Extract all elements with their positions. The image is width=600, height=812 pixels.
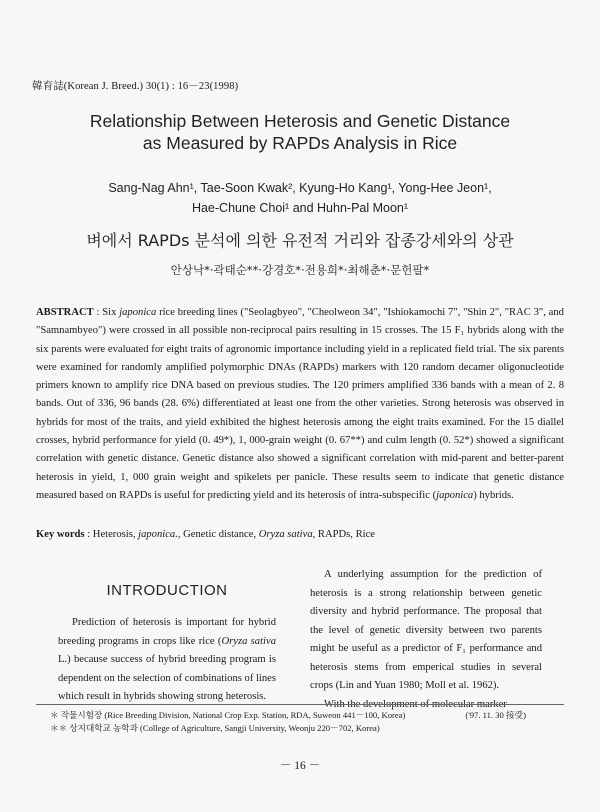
keywords-text: , RAPDs, Rice: [312, 529, 376, 540]
abstract-label: ABSTRACT: [36, 307, 94, 318]
intro-paragraph: [58, 614, 276, 707]
intro-paragraph: A underlying assumption for the prediction of heterosis is a strong relationship between genetic diversity and hybrid performance. The proposal that the level of genetic diversity between two parents might be useful as a predictor of F₁ performance and heterosis stems from emperical studies in several crops (Lin and Yuan 1980; Moll et al. 1962).: [310, 569, 542, 691]
keywords-text: , Genetic distance,: [177, 529, 259, 540]
keywords-label: Key words: [36, 529, 85, 540]
journal-citation: 韓育誌(Korean J. Breed.) 30(1) : 16－23(1998): [32, 81, 239, 92]
received-date: ('97. 11. 30 接受): [465, 710, 526, 720]
paper-title-english: [0, 110, 600, 154]
intro-left-column: [58, 614, 276, 707]
keywords-italic-term: Oryza sativa: [258, 529, 313, 540]
paper-title-korean: 벼에서 RAPDs 분석에 의한 유전적 거리와 잡종강세와의 상관: [86, 231, 514, 250]
footnote-1: [50, 709, 564, 722]
intro-italic-term: Oryza sativa: [221, 635, 276, 647]
keywords: [36, 527, 564, 543]
footnote-text: ＊ 작물시험장 (Rice Breeding Division, National Crop Exp. Station, RDA, Suweon 441－100, Korea): [50, 710, 406, 720]
keywords-text: : Heterosis,: [84, 529, 139, 540]
keywords-italic-term: japonica.: [138, 529, 178, 540]
footnotes: [50, 709, 564, 734]
intro-paragraph: With the development of molecular marker: [324, 698, 507, 710]
abstract-italic-term: japonica: [436, 489, 474, 501]
title-line-1: Relationship Between Heterosis and Genetic Distance: [89, 111, 511, 131]
footnote-text: ＊＊ 상지대학교 농학과 (College of Agriculture, Sangji University, Weonju 220－702, Korea): [50, 722, 380, 733]
abstract-text: rice breeding lines ("Seolagbyeo", "Cheolweon 34", "Ishiokamochi 7", "Shin 2", "RAC 3", and "Samnambyeo") were crossed in all possible non-reciprocal pairs resulting in 15 crosses. The 15 F₁ hybrids along with the six parents were evaluated for eight traits of agronomic importance including yield in a replicated field trial. The six parents were examined for randomly amplified polymorphic DNAs (RAPDs) markers with 120 random decamer oligonucleotide primers known to amplify rice DNA based on previous studies. The 120 primers amplified 336 bands with a mean of 2. 8 bands. Out of 336, 96 bands (28. 6%) differentiated at least one from the other varieties. Strong heterosis was observed in hybrids for most of the traits, and yield exhibited the highest heterosis among the eight traits examined. For the 15 diallel crosses, hybrid performance for yield (0. 49*), 1, 000-grain weight (0. 67**) and culm length (0. 52*) showed a significant correlation with genetic distance. Genetic distance also showed a significant correlation with mid-parent and better-parent heterosis in yield, 1, 000 grain weight and spikelets per panicle. These results seem to indicate that genetic distance measured based on RAPDs is useful for predicting yield and its heterosis of intra-subspecific (: [36, 307, 564, 501]
abstract: [36, 304, 564, 505]
abstract-text: ) hybrids.: [473, 489, 514, 501]
author-line-2: Hae-Chune Choi¹ and Huhn-Pal Moon¹: [191, 201, 409, 215]
page-number: － 16 －: [279, 760, 321, 772]
footnote-2: [50, 722, 564, 735]
intro-right-column: [310, 566, 542, 714]
section-heading-introduction: INTRODUCTION: [106, 582, 228, 599]
intro-text: L.) because success of hybrid breeding program is dependent on the selection of combinations of lines which result in hybrids showing strong heterosis.: [58, 654, 276, 702]
footnote-divider: [36, 704, 564, 705]
author-list-korean: 안상낙*·곽태순**·강경호*·전용희*·최해춘*·문헌팔*: [170, 263, 430, 277]
author-line-1: Sang-Nag Ahn¹, Tae-Soon Kwak², Kyung-Ho Kang¹, Yong-Hee Jeon¹,: [108, 181, 492, 195]
abstract-text: : Six: [93, 307, 120, 318]
intro-text: Prediction of heterosis is important for hybrid breeding programs in crops like rice (: [58, 617, 276, 647]
title-line-2: as Measured by RAPDs Analysis in Rice: [142, 133, 458, 153]
author-list: [0, 178, 600, 218]
abstract-italic-term: japonica: [119, 307, 157, 318]
